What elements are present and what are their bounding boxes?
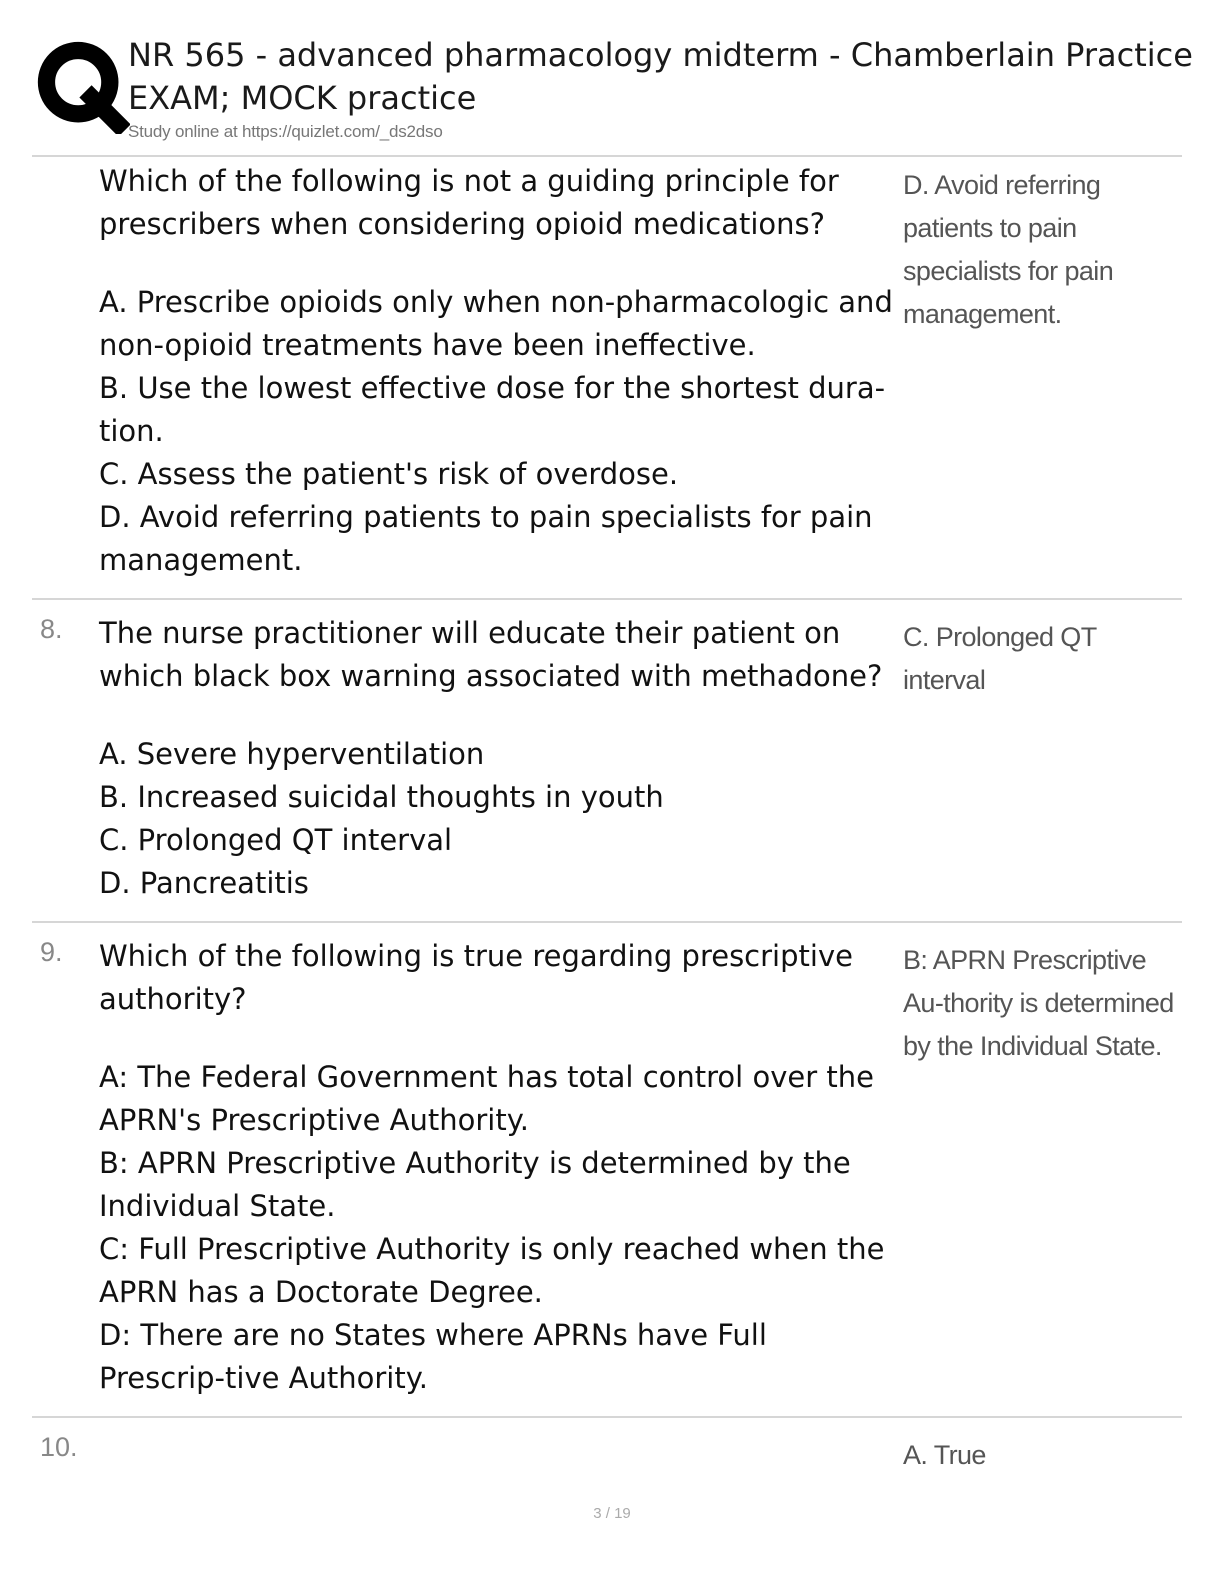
question-text: Which of the following is true regarding prescriptive authority? (99, 939, 853, 1016)
question-options: A. Severe hyperventilation B. Increased suicidal thoughts in youth C. Prolonged QT interval D. Pancreatitis (99, 737, 664, 900)
question-block (99, 935, 899, 1400)
page-number: 3 / 19 (593, 1505, 631, 1522)
question-text: The nurse practitioner will educate their patient on which black box warning associated with methadone? (99, 616, 883, 693)
question-options: A: The Federal Government has total control over the APRN's Prescriptive Authority. B: APRN Prescriptive Authority is determined by the Individual State. C: Full Prescriptive Authority is only reached when the APRN has a Doctorate Degree. D: There are no States where APRNs have Full Prescrip-tive Authority. (99, 1060, 885, 1395)
answer-text: A. True (903, 1440, 986, 1470)
quizlet-q-logo-icon (34, 38, 130, 134)
document-title: NR 565 - advanced pharmacology midterm - Chamberlain Practice EXAM; MOCK practice (128, 36, 1193, 117)
header-divider (32, 155, 1182, 157)
card-number: 8. (40, 614, 63, 644)
answer-text: C. Prolonged QT interval (903, 622, 1097, 695)
question-block (99, 160, 899, 582)
question-text: Which of the following is not a guiding principle for prescribers when considering opioid medications? (99, 164, 839, 241)
question-block (99, 612, 899, 905)
study-online-link[interactable]: Study online at https://quizlet.com/_ds2dso (128, 122, 443, 141)
card-divider (32, 921, 1182, 923)
answer-text: B: APRN Prescriptive Au-thority is determined by the Individual State. (903, 945, 1174, 1061)
card-number: 10. (40, 1432, 78, 1462)
card-divider (32, 598, 1182, 600)
card-number: 9. (40, 937, 63, 967)
document-header (30, 30, 1200, 154)
card-divider (32, 1416, 1182, 1418)
question-options: A. Prescribe opioids only when non-pharmacologic and non-opioid treatments have been ineffective. B. Use the lowest effective dose for the shortest dura-tion. C. Assess the patient's risk of overdose. D. Avoid referring patients to pain specialists for pain management. (99, 285, 893, 577)
answer-text: D. Avoid referring patients to pain specialists for pain management. (903, 170, 1114, 329)
